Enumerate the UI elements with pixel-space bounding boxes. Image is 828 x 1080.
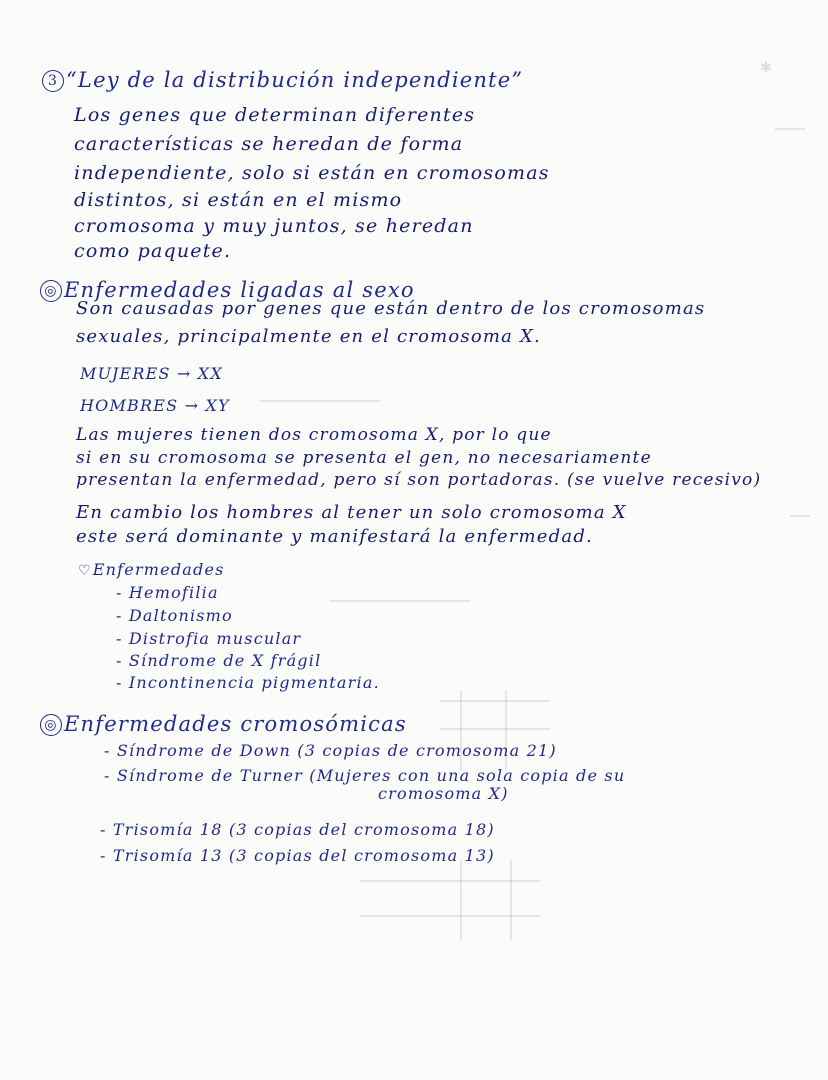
linked-para-line: En cambio los hombres al tener un solo cromosoma X bbox=[76, 502, 627, 523]
section-3-heading bbox=[42, 68, 523, 92]
linked-para-line: si en su cromosoma se presenta el gen, no necesariamente bbox=[76, 448, 652, 468]
linked-intro-line: Son causadas por genes que están dentro de los cromosomas bbox=[76, 298, 706, 319]
linked-intro-line: sexuales, principalmente en el cromosoma X. bbox=[76, 326, 541, 347]
bleed-through-mark bbox=[330, 600, 470, 602]
section-3-line: distintos, si están en el mismo bbox=[74, 189, 403, 211]
diseases-list-heading bbox=[78, 560, 225, 579]
bleed-through-mark bbox=[775, 128, 805, 130]
heart-icon: ♡ bbox=[78, 563, 92, 579]
section-3-line: como paquete. bbox=[74, 240, 232, 262]
disease-item: - Daltonismo bbox=[116, 606, 233, 625]
section-number-badge: 3 bbox=[42, 70, 64, 92]
bleed-through-mark bbox=[790, 515, 810, 517]
bullet-circle-icon: ◎ bbox=[40, 280, 62, 302]
bleed-through-mark bbox=[260, 400, 380, 402]
bleed-through-mark bbox=[460, 860, 462, 940]
disease-item: - Incontinencia pigmentaria. bbox=[116, 673, 380, 692]
chromosomal-title: Enfermedades cromosómicas bbox=[64, 712, 407, 736]
section-3-line: características se heredan de forma bbox=[74, 133, 464, 155]
bullet-circle-icon: ◎ bbox=[40, 714, 62, 736]
section-3-line: independiente, solo si están en cromosomas bbox=[74, 162, 550, 184]
women-chromosomes: MUJERES → XX bbox=[80, 364, 223, 383]
section-3-title: “Ley de la distribución independiente” bbox=[66, 68, 524, 92]
section-3-line: cromosoma y muy juntos, se heredan bbox=[74, 215, 474, 237]
bleed-through-mark: ✱ bbox=[760, 60, 772, 76]
chromosomal-item: - Síndrome de Turner (Mujeres con una sola copia de su bbox=[104, 766, 626, 785]
linked-para-line: Las mujeres tienen dos cromosoma X, por lo que bbox=[76, 425, 552, 445]
bleed-through-mark bbox=[510, 860, 512, 940]
chromosomal-item-continuation: cromosoma X) bbox=[378, 784, 509, 803]
men-chromosomes: HOMBRES → XY bbox=[80, 396, 230, 415]
disease-item: - Síndrome de X frágil bbox=[116, 651, 322, 670]
chromosomal-item: - Trisomía 18 (3 copias del cromosoma 18) bbox=[100, 820, 495, 839]
bleed-through-mark bbox=[360, 880, 540, 882]
chromosomal-item: - Trisomía 13 (3 copias del cromosoma 13) bbox=[100, 846, 495, 865]
linked-para-line: este será dominante y manifestará la enfermedad. bbox=[76, 526, 593, 547]
bleed-through-mark bbox=[440, 728, 550, 730]
diseases-list-title: Enfermedades bbox=[92, 560, 225, 579]
bleed-through-mark bbox=[360, 915, 540, 917]
linked-title: Enfermedades ligadas al sexo bbox=[64, 278, 415, 302]
chromosomal-heading bbox=[40, 712, 407, 736]
bleed-through-mark bbox=[440, 700, 550, 702]
linked-para-line: presentan la enfermedad, pero sí son portadoras. (se vuelve recesivo) bbox=[76, 470, 762, 490]
disease-item: - Hemofilia bbox=[116, 583, 219, 602]
disease-item: - Distrofia muscular bbox=[116, 629, 302, 648]
section-3-line: Los genes que determinan diferentes bbox=[74, 104, 476, 126]
chromosomal-item: - Síndrome de Down (3 copias de cromosoma 21) bbox=[104, 741, 557, 760]
